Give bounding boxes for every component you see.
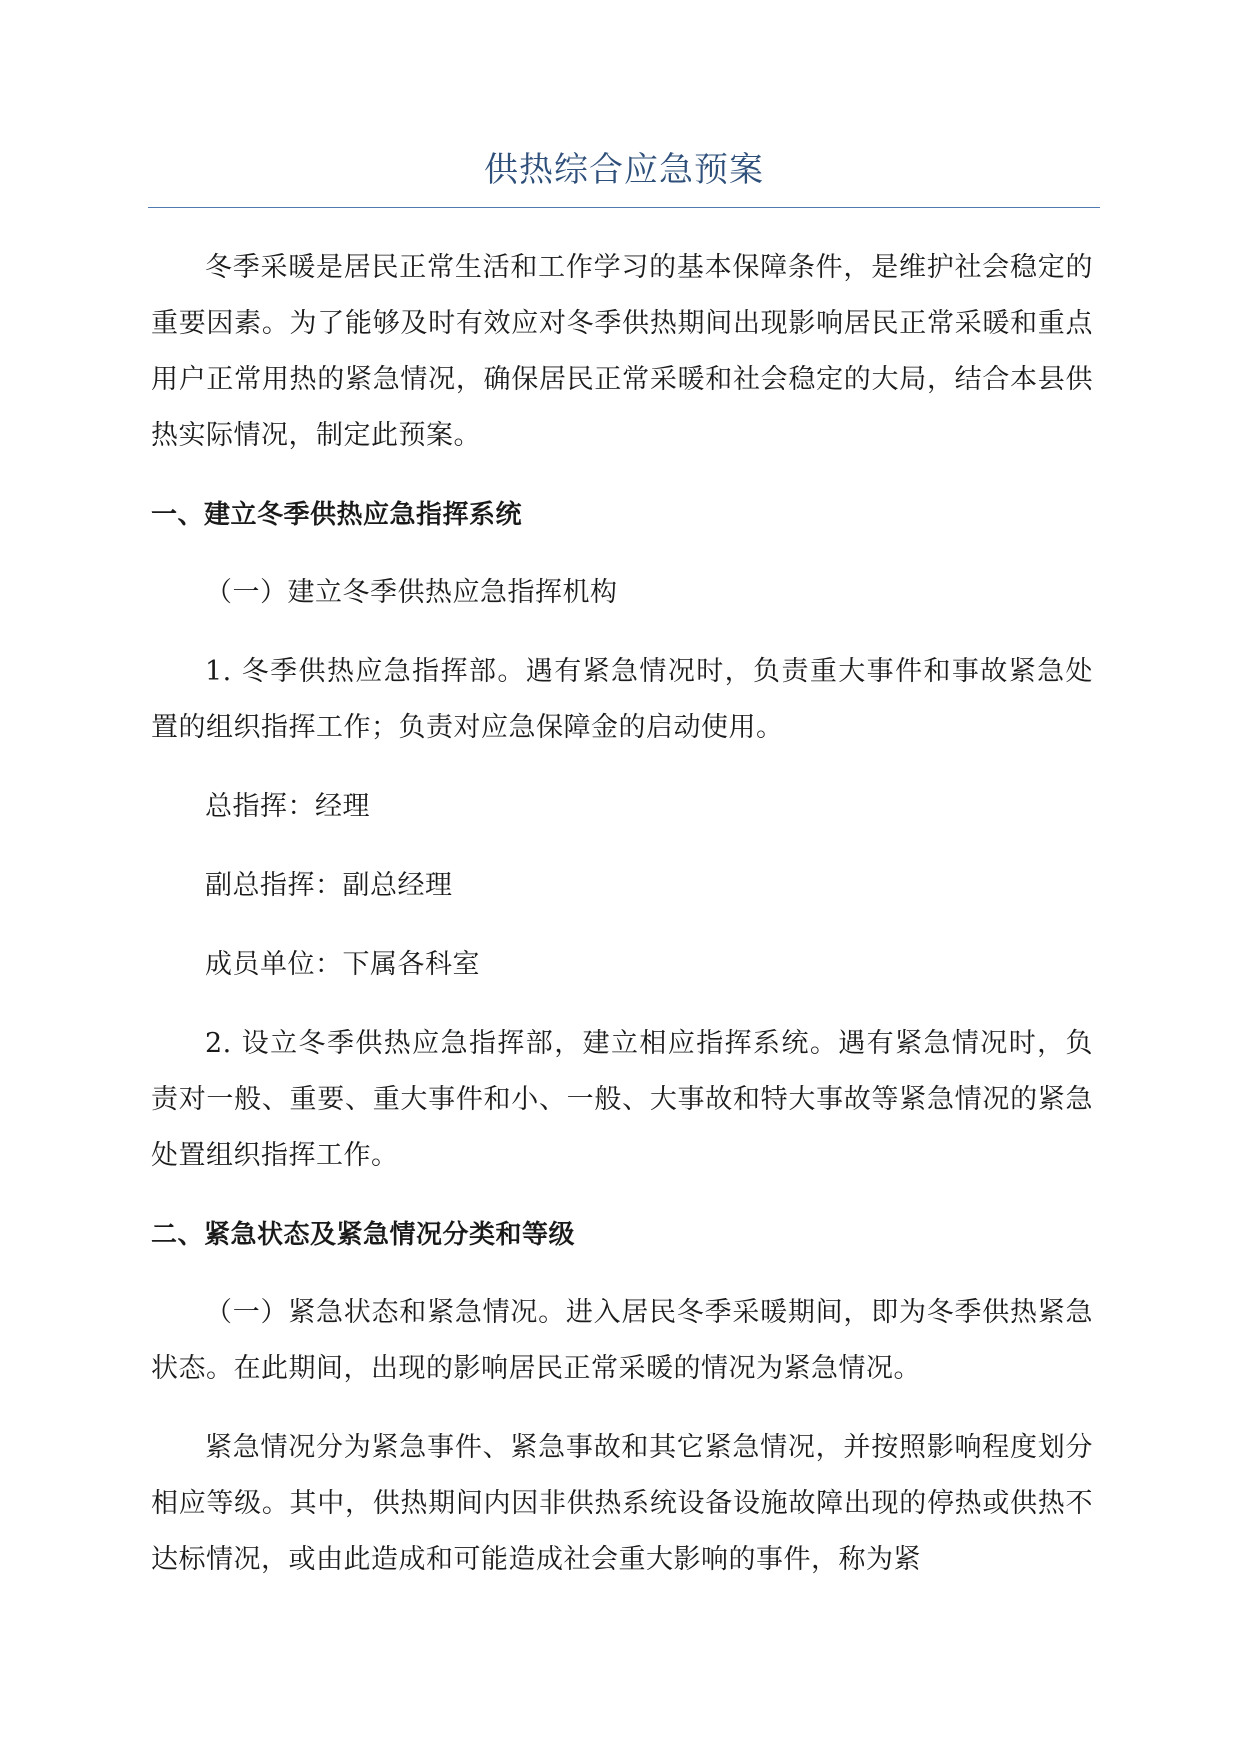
subsection-heading-1-1: （一）建立冬季供热应急指挥机构 [205, 577, 618, 608]
paragraph-emergency-classification: 紧急情况分为紧急事件、紧急事故和其它紧急情况，并按照影响程度划分相应等级。其中，供热期间内因非供热系统设备设施故障出现的停热或供热不达标情况，或由此造成和可能造成社会重大影响的事件，称为紧 [151, 1432, 1093, 1575]
paragraph-command-hq: 1. 冬季供热应急指挥部。遇有紧急情况时，负责重大事件和事故紧急处置的组织指挥工作；负责对应急保障金的启动使用。 [151, 656, 1093, 743]
document-body [151, 240, 1093, 1611]
section-heading-1: 一、建立冬季供热应急指挥系统 [151, 500, 523, 530]
section-heading-2: 二、紧急状态及紧急情况分类和等级 [151, 1220, 576, 1250]
paragraph-emergency-state: （一）紧急状态和紧急情况。进入居民冬季采暖期间，即为冬季供热紧急状态。在此期间，出现的影响居民正常采暖的情况为紧急情况。 [151, 1297, 1093, 1384]
paragraph-deputy-commander: 副总指挥：副总经理 [205, 870, 453, 901]
title-underline [148, 207, 1100, 208]
paragraph-commander: 总指挥：经理 [205, 791, 370, 822]
intro-paragraph: 冬季采暖是居民正常生活和工作学习的基本保障条件，是维护社会稳定的重要因素。为了能够及时有效应对冬季供热期间出现影响居民正常采暖和重点用户正常用热的紧急情况，确保居民正常采暖和社会稳定的大局，结合本县供热实际情况，制定此预案。 [151, 252, 1093, 451]
paragraph-member-units: 成员单位：下属各科室 [205, 949, 480, 980]
paragraph-command-system: 2. 设立冬季供热应急指挥部，建立相应指挥系统。遇有紧急情况时，负责对一般、重要、重大事件和小、一般、大事故和特大事故等紧急情况的紧急处置组织指挥工作。 [151, 1028, 1093, 1171]
document-title: 供热综合应急预案 [484, 150, 764, 190]
